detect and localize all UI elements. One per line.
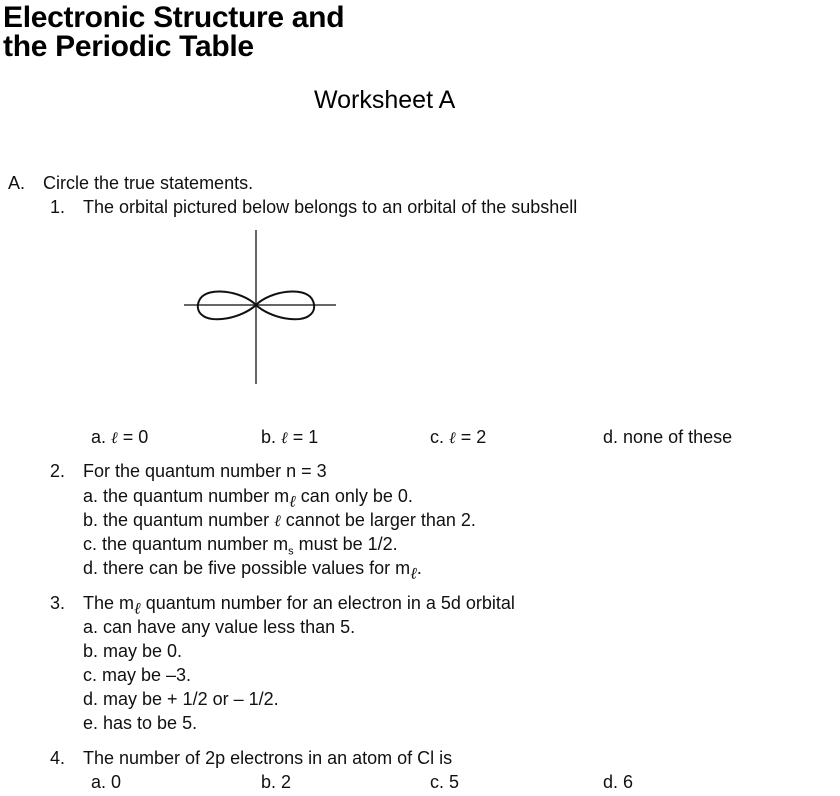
q2-choice-c-sub: s xyxy=(288,545,294,558)
question-3-text-start: The m xyxy=(83,593,135,613)
q4-choice-c[interactable]: c. 5 xyxy=(430,772,460,792)
question-1-number: 1. xyxy=(50,197,66,217)
q2-choice-a-end: can only be 0. xyxy=(295,486,413,506)
q1-choice-d-letter: d. xyxy=(603,427,619,447)
ell-symbol: ℓ xyxy=(449,428,456,447)
p-orbital-diagram-icon xyxy=(180,228,340,386)
ell-symbol: ℓ xyxy=(410,563,417,583)
q2-choice-b-end: cannot be larger than 2. xyxy=(280,510,476,530)
page-title-line1: Electronic Structure and xyxy=(3,1,345,34)
question-1-text: The orbital pictured below belongs to an orbital of the subshell xyxy=(83,197,578,217)
section-label: A. xyxy=(8,173,26,193)
question-4-number: 4. xyxy=(50,748,66,768)
ell-symbol: ℓ xyxy=(111,428,118,447)
section-instruction: Circle the true statements. xyxy=(43,173,254,193)
q1-choice-c-value: = 2 xyxy=(460,427,487,447)
q2-choice-c-end: must be 1/2. xyxy=(293,534,398,554)
q1-choice-c-letter: c. xyxy=(430,427,445,447)
q4-choice-a[interactable]: a. 0 xyxy=(91,772,122,792)
q2-choice-b[interactable] xyxy=(83,509,476,532)
q1-choice-c[interactable] xyxy=(430,426,486,449)
ell-symbol: ℓ xyxy=(274,511,281,530)
q3-choice-b[interactable]: b. may be 0. xyxy=(83,641,183,661)
ell-symbol: ℓ xyxy=(289,491,296,511)
q4-choice-b[interactable]: b. 2 xyxy=(261,772,292,792)
q2-choice-b-text: b. the quantum number xyxy=(83,510,275,530)
page-title-line2: the Periodic Table xyxy=(3,30,254,63)
question-3-number: 3. xyxy=(50,593,66,613)
question-2-text: For the quantum number n = 3 xyxy=(83,461,327,481)
q1-choice-d[interactable] xyxy=(603,426,732,448)
q3-choice-a[interactable]: a. can have any value less than 5. xyxy=(83,617,356,637)
q1-choice-a[interactable] xyxy=(91,426,148,449)
q3-choice-c[interactable]: c. may be –3. xyxy=(83,665,192,685)
q3-choice-d[interactable]: d. may be + 1/2 or – 1/2. xyxy=(83,689,279,709)
question-4-text: The number of 2p electrons in an atom of Cl is xyxy=(83,748,453,768)
q1-choice-b-value: = 1 xyxy=(292,427,319,447)
q2-choice-d-end: . xyxy=(416,558,422,578)
q1-choice-b-letter: b. xyxy=(261,427,277,447)
q3-choice-e[interactable]: e. has to be 5. xyxy=(83,713,198,733)
question-3-text-end: quantum number for an electron in a 5d orbital xyxy=(140,593,515,613)
worksheet-subtitle: Worksheet A xyxy=(314,86,456,114)
q1-choice-d-value: none of these xyxy=(623,427,733,447)
q1-choice-a-value: = 0 xyxy=(122,427,149,447)
question-2-number: 2. xyxy=(50,461,66,481)
q1-choice-a-letter: a. xyxy=(91,427,107,447)
ell-symbol: ℓ xyxy=(134,598,141,618)
q2-choice-c-text: c. the quantum number m xyxy=(83,534,289,554)
q4-choice-d[interactable]: d. 6 xyxy=(603,772,634,792)
q2-choice-d[interactable] xyxy=(83,557,422,585)
q1-choice-b[interactable] xyxy=(261,426,318,449)
q2-choice-d-text: d. there can be five possible values for m xyxy=(83,558,411,578)
q2-choice-a-text: a. the quantum number m xyxy=(83,486,290,506)
ell-symbol: ℓ xyxy=(281,428,288,447)
